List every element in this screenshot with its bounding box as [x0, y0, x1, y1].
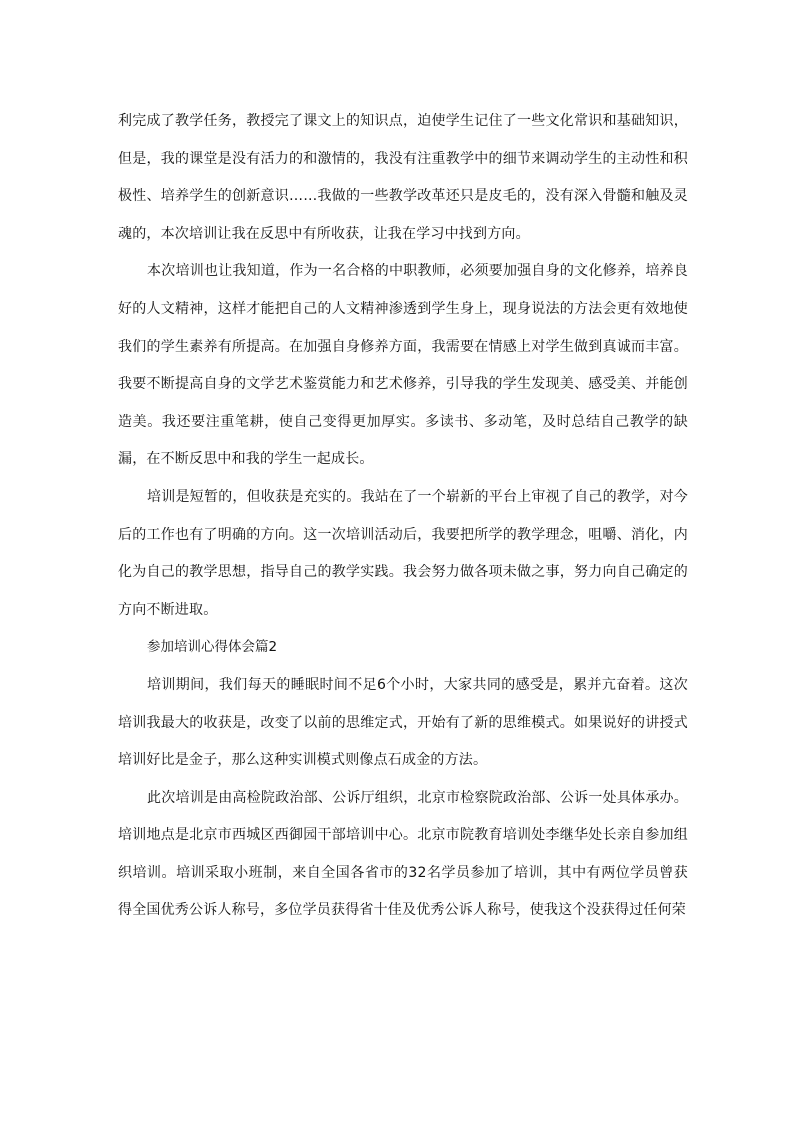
document-body	[118, 103, 688, 930]
section-heading: 参加培训心得体会篇2	[147, 639, 278, 656]
paragraph-training-organization: 此次培训是由高检院政治部、公诉厅组织，北京市检察院政治部、公诉一处具体承办。培训地点是北京市西城区西御园干部培训中心。北京市院教育培训处李继华处长亲自参加组织培训。培训采取小班制，来自全国各省市的32名学员参加了培训，其中有两位学员曾获得全国优秀公诉人称号，多位学员获得省十佳及优秀公诉人称号，使我这个没获得过任何荣	[118, 789, 688, 919]
paragraph-training-harvest: 培训是短暂的，但收获是充实的。我站在了一个崭新的平台上审视了自己的教学，对今后的工作也有了明确的方向。这一次培训活动后，我要把所学的教学理念，咀嚼、消化，内化为自己的教学思想，指导自己的教学实践。我会努力做各项未做之事，努力向自己确定的方向不断进取。	[118, 488, 688, 618]
paragraph-continuation: 利完成了教学任务，教授完了课文上的知识点，迫使学生记住了一些文化常识和基础知识，但是，我的课堂是没有活力的和激情的，我没有注重教学中的细节来调动学生的主动性和积极性、培养学生的创新意识……我做的一些教学改革还只是皮毛的，没有深入骨髓和触及灵魂的，本次培训让我在反思中有所收获，让我在学习中找到方向。	[118, 113, 688, 242]
paragraph-cultural-cultivation: 本次培训也让我知道，作为一名合格的中职教师，必须要加强自身的文化修养，培养良好的人文精神，这样才能把自己的人文精神渗透到学生身上，现身说法的方法会更有效地使我们的学生素养有所提高。在加强自身修养方面，我需要在情感上对学生做到真诚而丰富。我要不断提高自身的文学艺术鉴赏能力和艺术修养，引导我的学生发现美、感受美、并能创造美。我还要注重笔耕，使自己变得更加厚实。多读书、多动笔，及时总结自己教学的缺漏，在不断反思中和我的学生一起成长。	[118, 263, 688, 468]
paragraph-training-period: 培训期间，我们每天的睡眠时间不足6个小时，大家共同的感受是，累并亢奋着。这次培训我最大的收获是，改变了以前的思维定式，开始有了新的思维模式。如果说好的讲授式培训好比是金子，那么这种实训模式则像点石成金的方法。	[118, 676, 688, 769]
